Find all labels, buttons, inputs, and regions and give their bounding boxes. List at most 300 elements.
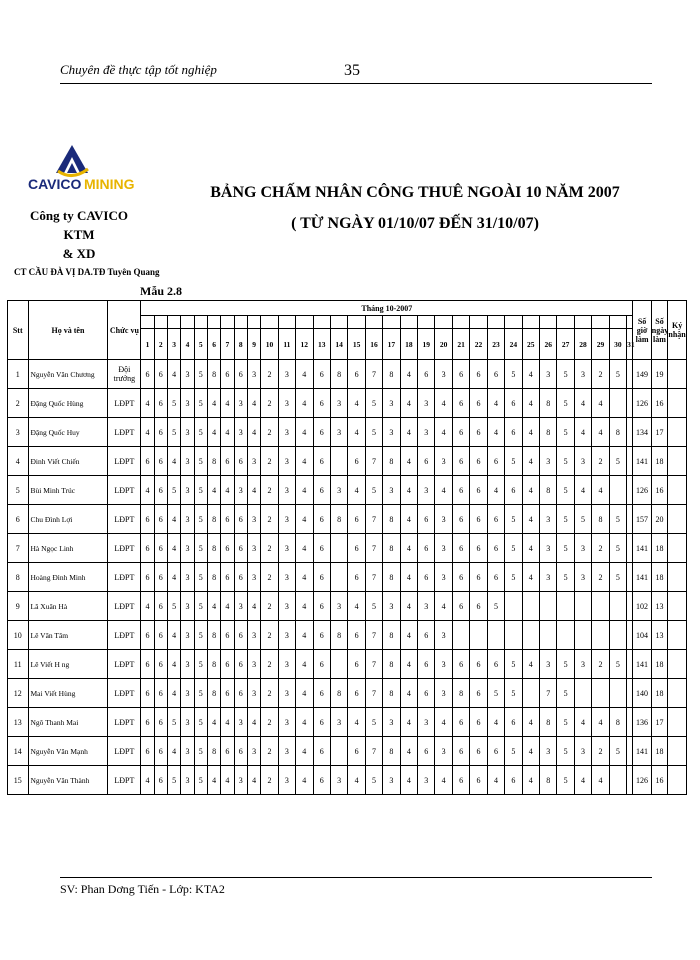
day-value: 6 [313,505,330,534]
day-value: 5 [557,737,574,766]
day-value: 6 [470,766,487,795]
day-value: 4 [247,389,260,418]
form-label: Mẫu 2.8 [140,284,182,298]
day-value: 8 [383,360,400,389]
day-value: 3 [181,766,194,795]
day-value: 4 [167,447,180,476]
row-total-hours: 134 [633,418,651,447]
day-value: 4 [141,766,154,795]
day-value: 6 [452,505,469,534]
table-row [8,534,687,563]
day-value: 6 [154,389,167,418]
day-value: 6 [221,360,234,389]
day-value: 3 [330,476,347,505]
row-name: Nguyễn Văn Chương [28,360,108,389]
header-blank-cell [452,316,469,329]
day-value: 4 [167,505,180,534]
day-value: 3 [181,737,194,766]
day-value: 6 [221,621,234,650]
day-value: 5 [487,679,504,708]
day-value: 2 [261,447,278,476]
row-stt: 3 [8,418,29,447]
row-sign [668,621,687,650]
day-value: 5 [557,418,574,447]
day-value: 2 [261,737,278,766]
day-value: 6 [487,650,504,679]
row-sign [668,360,687,389]
day-value [574,679,591,708]
day-value: 4 [141,476,154,505]
day-value: 5 [365,708,382,737]
day-value: 4 [522,360,539,389]
day-value: 6 [141,650,154,679]
day-value: 6 [141,737,154,766]
day-value: 5 [365,418,382,447]
day-value: 6 [234,447,247,476]
day-value: 3 [418,418,435,447]
day-value: 4 [247,708,260,737]
row-total-hours: 141 [633,563,651,592]
day-value: 3 [234,708,247,737]
day-value: 6 [313,418,330,447]
header-blank-cell [154,316,167,329]
day-value: 3 [247,447,260,476]
row-name: Nguyễn Văn Thành [28,766,108,795]
row-role: LĐPT [108,476,141,505]
day-value: 8 [540,476,557,505]
day-value: 2 [261,534,278,563]
day-number: 31 [627,329,633,360]
day-value: 6 [154,447,167,476]
day-value: 6 [141,621,154,650]
day-value: 3 [418,389,435,418]
company-logo [28,143,143,195]
day-value: 4 [574,418,591,447]
day-value: 5 [505,447,522,476]
day-value [330,447,347,476]
day-value: 6 [452,389,469,418]
day-value: 4 [400,360,417,389]
day-value: 3 [574,447,591,476]
day-value: 4 [167,621,180,650]
header-blank-cell [207,316,220,329]
day-value: 4 [141,389,154,418]
day-value: 4 [522,534,539,563]
row-total-hours: 149 [633,360,651,389]
day-value: 4 [400,389,417,418]
day-value: 6 [348,650,365,679]
day-number: 10 [261,329,278,360]
day-value: 4 [247,592,260,621]
day-value: 5 [194,766,207,795]
day-value: 6 [154,418,167,447]
day-value: 4 [435,418,452,447]
row-stt: 2 [8,389,29,418]
logo-text-a: CAVICO [28,176,82,192]
day-value: 4 [522,650,539,679]
day-value: 4 [400,505,417,534]
day-value: 5 [609,534,626,563]
day-value: 6 [452,650,469,679]
day-value: 5 [557,360,574,389]
header-blank-cell [278,316,295,329]
day-value: 6 [452,447,469,476]
day-value: 5 [365,389,382,418]
row-sign [668,592,687,621]
day-number: 25 [522,329,539,360]
day-value: 4 [296,360,313,389]
day-value: 6 [418,505,435,534]
day-value: 5 [557,679,574,708]
table-row [8,650,687,679]
row-total-days: 16 [651,476,667,505]
day-value: 8 [609,418,626,447]
day-value: 6 [141,360,154,389]
day-value: 4 [296,563,313,592]
table-row [8,389,687,418]
day-value: 4 [141,418,154,447]
day-value [330,563,347,592]
day-value: 6 [487,505,504,534]
day-value: 2 [592,563,609,592]
day-value: 3 [278,418,295,447]
header-blank-cell [296,316,313,329]
day-value: 5 [609,360,626,389]
day-value: 6 [452,708,469,737]
day-value: 3 [278,679,295,708]
day-value: 8 [609,708,626,737]
day-value: 3 [247,737,260,766]
row-role: LĐPT [108,389,141,418]
day-value: 6 [154,592,167,621]
day-value: 4 [207,592,220,621]
table-row [8,563,687,592]
day-value: 5 [194,505,207,534]
day-value: 4 [296,505,313,534]
day-value: 4 [400,563,417,592]
day-value: 6 [141,708,154,737]
row-stt: 1 [8,360,29,389]
day-value: 6 [234,505,247,534]
day-value: 3 [181,418,194,447]
day-value: 4 [592,766,609,795]
day-number: 3 [167,329,180,360]
row-total-hours: 126 [633,389,651,418]
day-value: 7 [365,534,382,563]
day-value [470,621,487,650]
day-value: 5 [194,650,207,679]
day-value: 6 [470,389,487,418]
day-value: 6 [154,766,167,795]
day-value: 4 [296,592,313,621]
day-number: 24 [505,329,522,360]
table-row [8,360,687,389]
day-value: 4 [296,737,313,766]
table-row [8,447,687,476]
day-value: 6 [470,650,487,679]
header-role: Chức vụ [108,301,141,360]
document-title: BẢNG CHẤM NHÂN CÔNG THUÊ NGOÀI 10 NĂM 2007 [210,184,620,201]
header-blank-cell [400,316,417,329]
day-value: 5 [609,505,626,534]
day-value: 2 [261,563,278,592]
row-role: LĐPT [108,708,141,737]
day-value: 3 [278,592,295,621]
day-value: 8 [207,679,220,708]
day-value: 4 [296,418,313,447]
row-total-days: 18 [651,650,667,679]
header-blank-cell [557,316,574,329]
day-value: 5 [557,534,574,563]
row-role: LĐPT [108,592,141,621]
day-value: 7 [365,563,382,592]
day-value: 6 [234,360,247,389]
row-total-days: 17 [651,708,667,737]
day-value: 2 [261,476,278,505]
table-row [8,708,687,737]
day-number: 30 [609,329,626,360]
day-value: 3 [247,360,260,389]
day-value: 6 [348,679,365,708]
day-value: 8 [383,563,400,592]
row-sign [668,505,687,534]
row-total-days: 16 [651,389,667,418]
day-value: 3 [278,737,295,766]
day-value: 3 [181,621,194,650]
header-blank-cell [627,316,633,329]
day-value [540,621,557,650]
day-value: 6 [470,418,487,447]
table-row [8,679,687,708]
day-value: 8 [330,360,347,389]
row-total-days: 18 [651,737,667,766]
day-value: 4 [522,708,539,737]
day-value: 2 [592,650,609,679]
day-value: 4 [522,476,539,505]
day-number: 19 [418,329,435,360]
day-value: 2 [261,389,278,418]
day-value: 3 [330,592,347,621]
day-value: 3 [383,389,400,418]
day-value: 6 [348,534,365,563]
day-value: 8 [383,447,400,476]
day-value: 3 [540,563,557,592]
day-value: 6 [487,737,504,766]
day-value: 6 [418,621,435,650]
day-value: 6 [348,505,365,534]
day-value: 6 [313,621,330,650]
day-value: 3 [234,766,247,795]
day-value [557,621,574,650]
day-value: 5 [194,476,207,505]
day-value: 4 [435,766,452,795]
day-value: 4 [522,563,539,592]
day-value: 5 [557,476,574,505]
day-value: 5 [167,592,180,621]
footer-divider [60,877,652,878]
row-role: LĐPT [108,418,141,447]
row-stt: 4 [8,447,29,476]
day-value: 8 [207,563,220,592]
row-name: Đặng Quốc Huy [28,418,108,447]
day-value: 4 [574,708,591,737]
row-role: LĐPT [108,766,141,795]
day-value: 6 [154,563,167,592]
day-value: 3 [418,592,435,621]
day-value: 4 [400,766,417,795]
day-value: 3 [435,621,452,650]
day-value: 8 [383,737,400,766]
day-value: 6 [418,563,435,592]
day-value: 3 [181,534,194,563]
day-value: 4 [221,592,234,621]
day-value: 2 [261,505,278,534]
day-value: 6 [313,679,330,708]
day-value: 5 [609,650,626,679]
day-value [330,737,347,766]
day-value: 6 [470,563,487,592]
day-value [609,766,626,795]
day-value: 3 [247,505,260,534]
day-value: 3 [418,766,435,795]
day-value: 4 [207,766,220,795]
day-value: 8 [540,418,557,447]
day-value: 4 [400,418,417,447]
header-blank-cell [505,316,522,329]
day-value: 3 [181,360,194,389]
day-value: 4 [435,592,452,621]
row-sign [668,534,687,563]
day-number: 26 [540,329,557,360]
day-value: 6 [313,389,330,418]
day-value: 3 [435,650,452,679]
day-value: 8 [207,737,220,766]
header-blank-cell [221,316,234,329]
day-value: 6 [234,650,247,679]
day-value: 6 [348,360,365,389]
day-value: 4 [348,708,365,737]
day-value: 3 [435,505,452,534]
row-stt: 9 [8,592,29,621]
day-number: 9 [247,329,260,360]
row-sign [668,737,687,766]
day-value: 6 [221,534,234,563]
day-value: 3 [435,679,452,708]
day-value: 5 [194,737,207,766]
day-number: 16 [365,329,382,360]
day-value: 7 [365,505,382,534]
day-value: 6 [487,534,504,563]
day-value [609,476,626,505]
day-value: 4 [348,418,365,447]
row-role: LĐPT [108,505,141,534]
table-row [8,737,687,766]
day-number: 29 [592,329,609,360]
site-label: CT CẦU ĐÀ VỊ DA.TĐ Tuyên Quang [14,267,160,277]
day-value: 3 [247,650,260,679]
row-sign [668,766,687,795]
day-value: 6 [313,534,330,563]
day-value: 4 [400,650,417,679]
day-value: 5 [365,476,382,505]
day-value: 2 [592,737,609,766]
day-value: 6 [234,534,247,563]
day-number: 8 [234,329,247,360]
row-total-hours: 141 [633,650,651,679]
day-value: 6 [452,737,469,766]
day-value: 5 [609,737,626,766]
day-value: 3 [435,534,452,563]
day-value: 4 [221,708,234,737]
day-value: 8 [383,621,400,650]
day-value: 5 [487,592,504,621]
day-number: 27 [557,329,574,360]
header-blank-cell [592,316,609,329]
day-value: 3 [383,766,400,795]
day-value: 4 [167,650,180,679]
day-value: 3 [540,737,557,766]
day-value: 4 [522,447,539,476]
day-value: 8 [452,679,469,708]
day-value: 2 [592,534,609,563]
day-value: 2 [261,679,278,708]
row-stt: 6 [8,505,29,534]
day-value: 4 [400,592,417,621]
day-value: 4 [221,389,234,418]
row-name: Bùi Minh Trúc [28,476,108,505]
row-total-hours: 126 [633,476,651,505]
day-value: 6 [452,476,469,505]
day-value: 5 [505,679,522,708]
day-value: 4 [574,476,591,505]
day-value: 5 [194,360,207,389]
day-value: 4 [348,389,365,418]
day-value: 4 [400,476,417,505]
day-value: 6 [221,679,234,708]
day-value: 3 [278,505,295,534]
day-value: 6 [154,505,167,534]
day-value: 3 [278,360,295,389]
table-row [8,621,687,650]
day-value: 4 [435,389,452,418]
day-value: 5 [505,360,522,389]
day-value: 4 [348,476,365,505]
day-number: 4 [181,329,194,360]
day-value: 6 [418,737,435,766]
document-subtitle: ( TỪ NGÀY 01/10/07 ĐẾN 31/10/07) [291,215,539,232]
row-role: LĐPT [108,621,141,650]
day-value: 6 [470,534,487,563]
day-value: 6 [487,360,504,389]
header-title: Chuyên đề thực tập tốt nghiệp [60,62,217,77]
day-value: 7 [365,737,382,766]
row-total-days: 13 [651,592,667,621]
row-total-days: 18 [651,679,667,708]
header-blank-cell [261,316,278,329]
day-value: 7 [365,447,382,476]
day-value: 3 [330,708,347,737]
day-value: 6 [313,737,330,766]
row-stt: 7 [8,534,29,563]
day-value: 5 [194,708,207,737]
day-value: 7 [540,679,557,708]
day-value: 8 [540,766,557,795]
day-value: 4 [167,534,180,563]
day-value: 7 [365,621,382,650]
day-value: 5 [557,650,574,679]
day-value: 8 [207,650,220,679]
day-value: 5 [557,505,574,534]
